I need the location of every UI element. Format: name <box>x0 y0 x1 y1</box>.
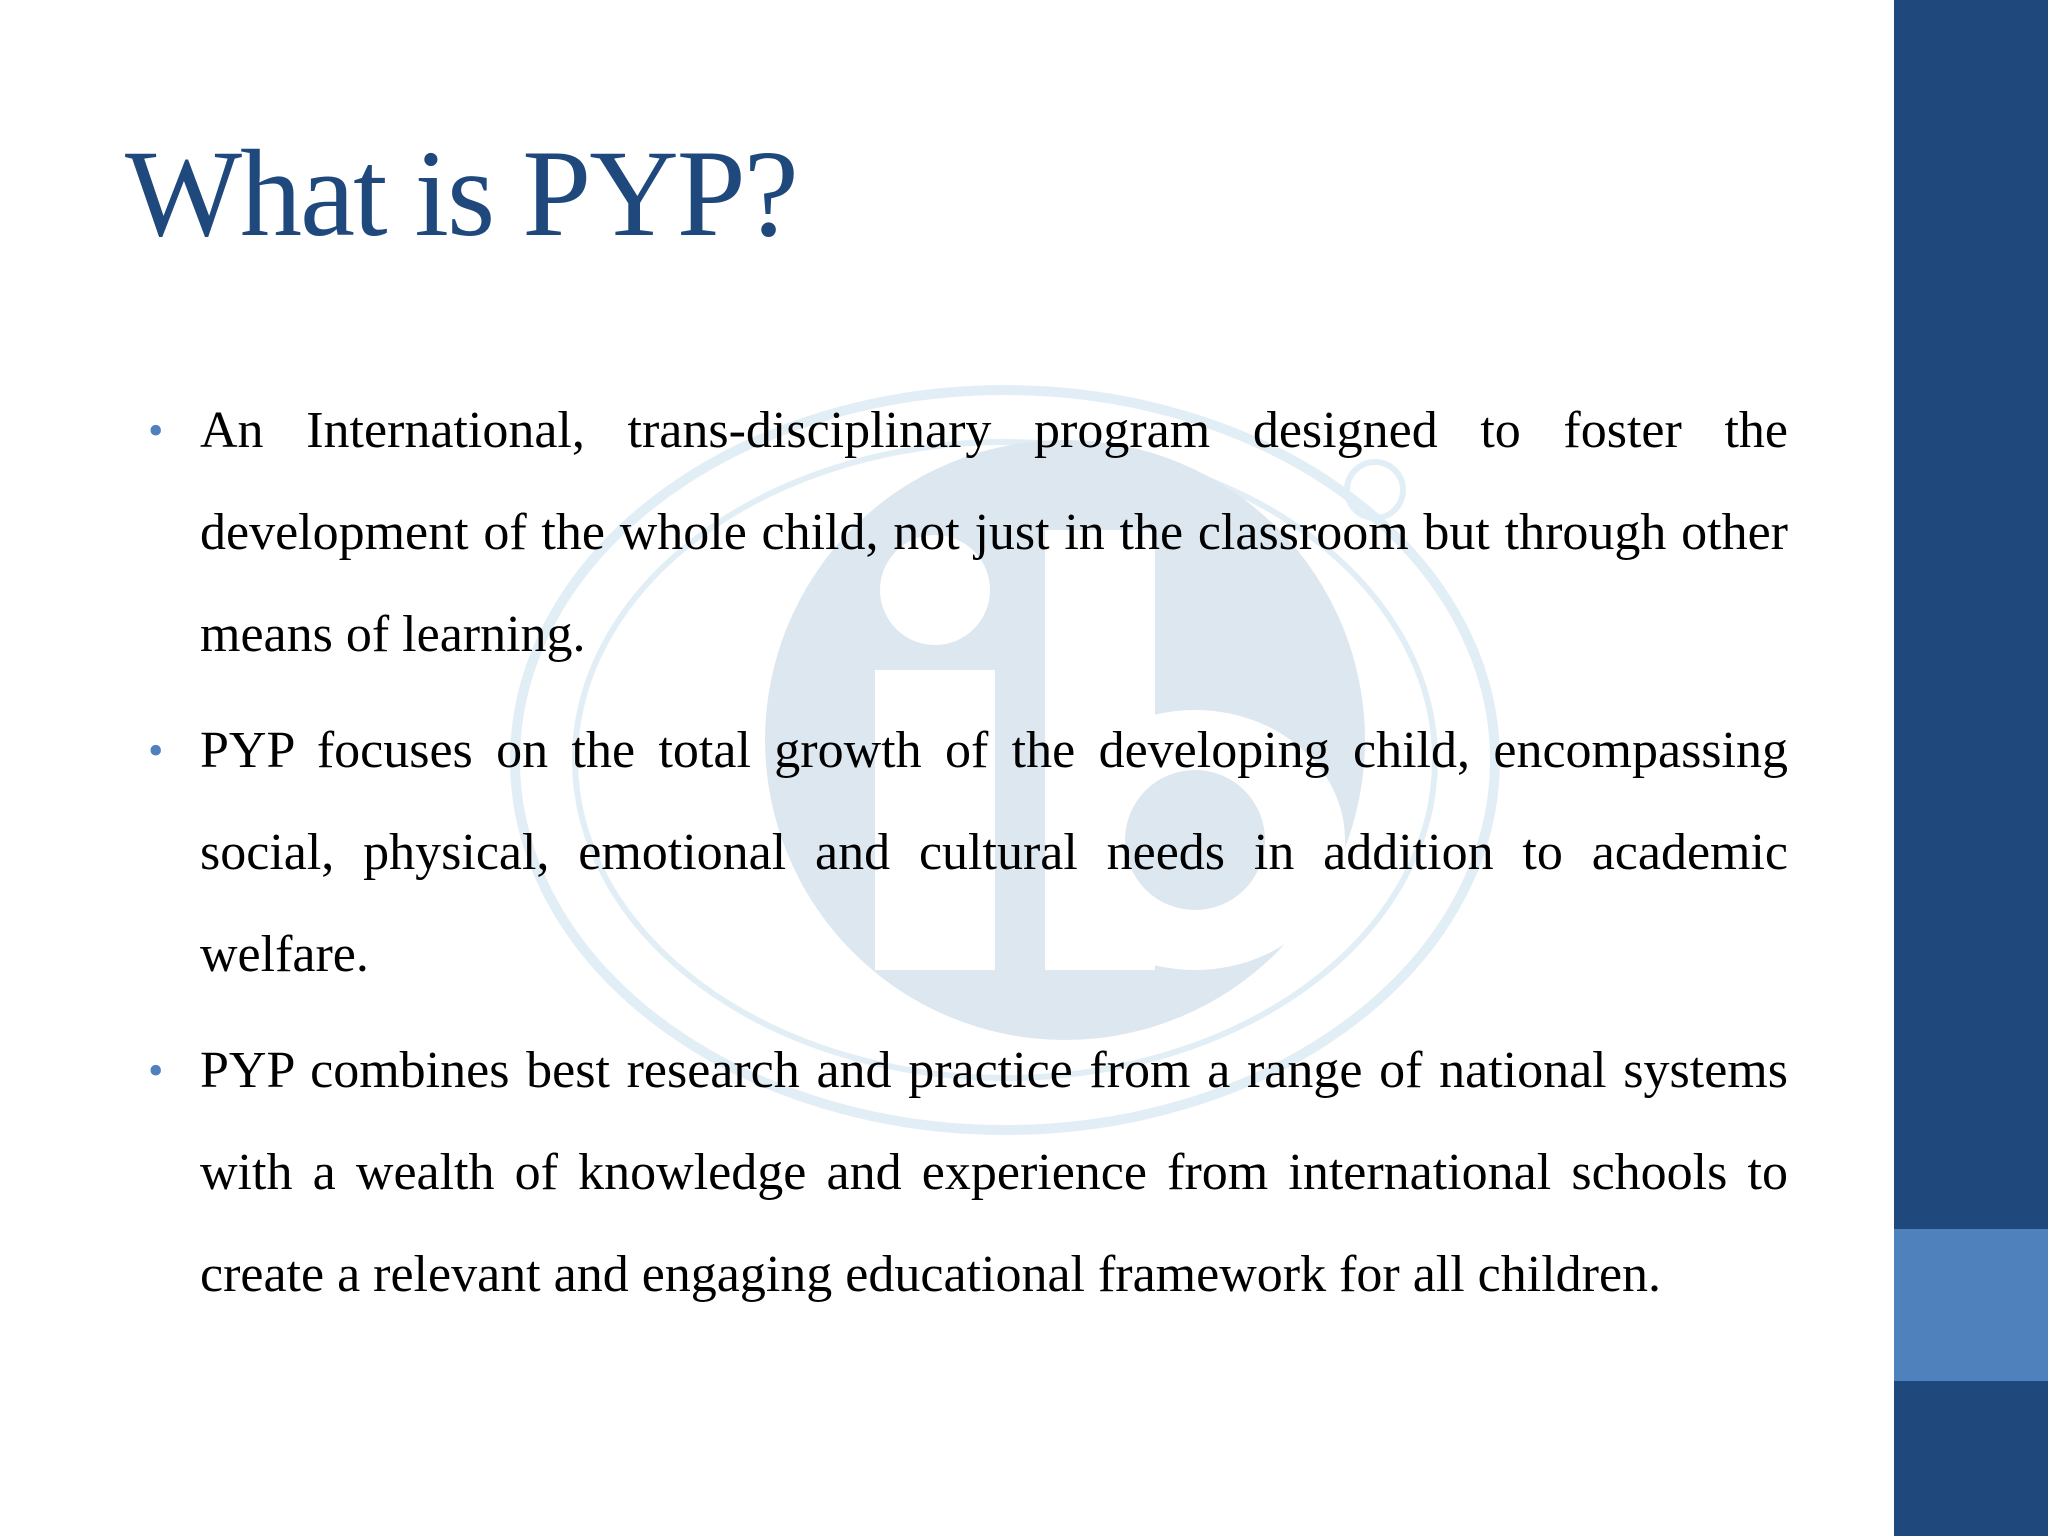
bullet-text: PYP focuses on the total growth of the developing child, encompassing social, physical, emotional and cultural needs in addition to academic welfare. <box>200 722 1788 983</box>
sidebar-accent-block <box>1894 1229 2048 1381</box>
bullet-dot-icon: • <box>148 406 164 455</box>
bullet-text: An International, trans-disciplinary program designed to foster the development of the whole child, not just in the classroom but through other means of learning. <box>200 402 1788 663</box>
bullet-list <box>148 380 1788 1340</box>
page-title: What is PYP? <box>125 125 797 262</box>
bullet-item <box>148 380 1788 686</box>
bullet-item <box>148 1020 1788 1326</box>
bullet-dot-icon: • <box>148 1046 164 1095</box>
bullet-text: PYP combines best research and practice from a range of national systems with a wealth of knowledge and experience from international schools to create a relevant and engaging educational framework for all children. <box>200 1042 1788 1303</box>
bullet-dot-icon: • <box>148 726 164 775</box>
bullet-item <box>148 700 1788 1006</box>
decorative-sidebar <box>1894 0 2048 1536</box>
